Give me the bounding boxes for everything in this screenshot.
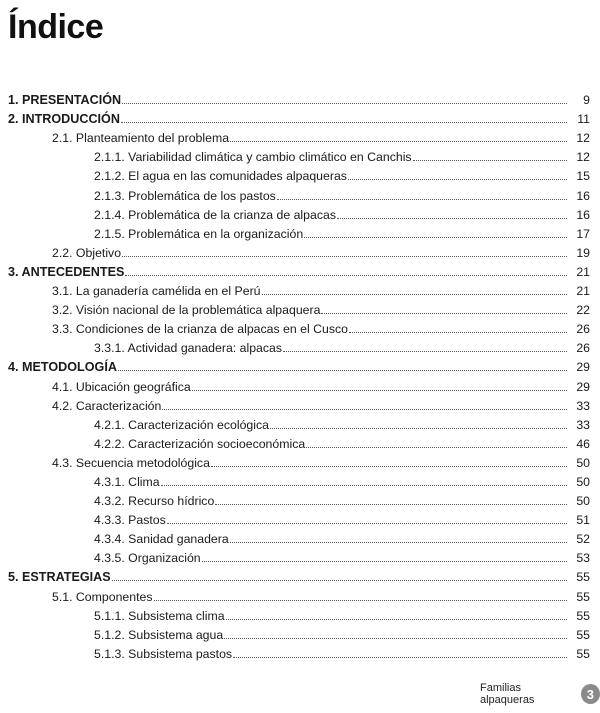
dot-leader (283, 351, 567, 352)
toc-entry[interactable] (0, 88, 600, 107)
toc-entry[interactable] (0, 164, 600, 183)
toc-entry-page: 50 (576, 455, 590, 470)
toc-entry-page: 51 (576, 513, 590, 528)
dot-leader (122, 256, 567, 257)
toc-entry[interactable] (0, 432, 600, 451)
toc-entry-page: 22 (576, 303, 590, 318)
toc-entry[interactable] (0, 527, 600, 546)
dot-leader (262, 294, 567, 295)
dot-leader (167, 523, 567, 524)
toc-entry[interactable] (0, 584, 600, 603)
dot-leader (270, 428, 567, 429)
dot-leader (233, 657, 567, 658)
dot-leader (121, 122, 567, 123)
toc-entry-label: 1. PRESENTACIÓN (8, 93, 122, 108)
toc-entry-label: 3. ANTECEDENTES (8, 264, 125, 279)
toc-entry-label: 3.3.1. Actividad ganadera: alpacas (94, 341, 283, 356)
toc-entry-page: 29 (576, 379, 590, 394)
toc-entry-label: 4.3. Secuencia metodológica (52, 455, 210, 470)
toc-entry[interactable] (0, 623, 600, 642)
toc-entry-page: 16 (576, 207, 590, 222)
toc-entry[interactable] (0, 260, 600, 279)
toc-entry-label: 4.3.5. Organización (94, 551, 201, 566)
toc-entry-page: 29 (576, 360, 590, 375)
toc-entry-page: 16 (576, 188, 590, 203)
toc-entry-page: 21 (576, 264, 590, 279)
toc-entry[interactable] (0, 241, 600, 260)
toc-entry-label: 3.2. Visión nacional de la problemática alpaquera (52, 303, 321, 318)
toc-entry[interactable] (0, 222, 600, 241)
toc-entry-label: 2.1.3. Problemática de los pastos (94, 188, 276, 203)
toc-entry-page: 26 (576, 341, 590, 356)
page-title: Índice (8, 8, 104, 46)
toc-entry[interactable] (0, 298, 600, 317)
dot-leader (192, 390, 567, 391)
toc-entry-label: 4.2.1. Caracterización ecológica (94, 417, 269, 432)
toc-entry-label: 2.1.4. Problemática de la crianza de alpacas (94, 207, 336, 222)
toc-entry-page: 15 (576, 169, 590, 184)
toc-entry-page: 52 (576, 532, 590, 547)
toc-entry-label: 4.3.3. Pastos (94, 513, 166, 528)
toc-entry-page: 46 (576, 436, 590, 451)
toc-entry[interactable] (0, 145, 600, 164)
toc-entry-label: 2.2. Objetivo (52, 245, 122, 260)
toc-entry[interactable] (0, 374, 600, 393)
toc-entry[interactable] (0, 203, 600, 222)
dot-leader (215, 504, 567, 505)
toc-entry-page: 55 (576, 570, 590, 585)
toc-entry[interactable] (0, 470, 600, 489)
dot-leader (125, 275, 567, 276)
toc-entry-label: 4.3.2. Recurso hídrico (94, 494, 215, 509)
toc-entry-label: 4.3.4. Sanidad ganadera (94, 532, 229, 547)
toc-entry[interactable] (0, 355, 600, 374)
dot-leader (162, 409, 567, 410)
toc-entry-label: 3.1. La ganadería camélida en el Perú (52, 284, 261, 299)
toc-entry[interactable] (0, 642, 600, 661)
dot-leader (349, 332, 567, 333)
dot-leader (230, 141, 567, 142)
toc-entry-page: 55 (576, 589, 590, 604)
toc-entry-page: 17 (576, 226, 590, 241)
toc-entry[interactable] (0, 336, 600, 355)
toc-entry-label: 4.2.2. Caracterización socioeconómica (94, 436, 306, 451)
toc-entry[interactable] (0, 394, 600, 413)
table-of-contents (0, 88, 600, 661)
dot-leader (226, 619, 567, 620)
toc-entry-page: 50 (576, 494, 590, 509)
toc-entry-page: 12 (576, 131, 590, 146)
toc-entry[interactable] (0, 279, 600, 298)
toc-entry-page: 55 (576, 646, 590, 661)
footer-publication-title: Familias alpaqueras (480, 682, 535, 706)
dot-leader (304, 237, 567, 238)
dot-leader (202, 561, 567, 562)
dot-leader (112, 580, 567, 581)
toc-entry-page: 11 (577, 112, 590, 127)
toc-entry-label: 2.1.2. El agua en las comunidades alpaqueras (94, 169, 347, 184)
toc-entry[interactable] (0, 317, 600, 336)
toc-entry[interactable] (0, 508, 600, 527)
toc-entry-label: 4.2. Caracterización (52, 398, 162, 413)
toc-entry-page: 12 (576, 150, 590, 165)
toc-entry-page: 19 (576, 245, 590, 260)
dot-leader (348, 179, 567, 180)
dot-leader (277, 199, 567, 200)
toc-entry-page: 33 (576, 417, 590, 432)
dot-leader (230, 542, 567, 543)
page-footer (480, 682, 600, 706)
dot-leader (224, 638, 567, 639)
toc-entry-page: 55 (576, 627, 590, 642)
toc-entry-label: 5.1.1. Subsistema clima (94, 608, 225, 623)
toc-entry-label: 5. ESTRATEGIAS (8, 570, 111, 585)
page-number-badge: 3 (581, 684, 600, 704)
dot-leader (413, 160, 567, 161)
toc-entry-label: 5.1.3. Subsistema pastos (94, 646, 233, 661)
toc-entry[interactable] (0, 183, 600, 202)
toc-entry[interactable] (0, 451, 600, 470)
toc-entry-label: 4.3.1. Clima (94, 474, 160, 489)
dot-leader (118, 370, 567, 371)
toc-entry-label: 2. INTRODUCCIÓN (8, 112, 120, 127)
toc-entry-label: 2.1.1. Variabilidad climática y cambio climático en Canchis (94, 150, 412, 165)
toc-entry[interactable] (0, 546, 600, 565)
toc-entry[interactable] (0, 604, 600, 623)
dot-leader (122, 103, 567, 104)
toc-entry-label: 2.1.5. Problemática en la organización (94, 226, 304, 241)
toc-entry-page: 26 (576, 322, 590, 337)
dot-leader (337, 218, 567, 219)
toc-entry-label: 4.1. Ubicación geográfica (52, 379, 191, 394)
dot-leader (321, 313, 567, 314)
toc-entry[interactable] (0, 413, 600, 432)
toc-entry-label: 5.1.2. Subsistema agua (94, 627, 224, 642)
toc-entry-page: 53 (576, 551, 590, 566)
dot-leader (161, 485, 567, 486)
toc-entry[interactable] (0, 126, 600, 145)
toc-entry[interactable] (0, 565, 600, 584)
toc-entry-page: 33 (576, 398, 590, 413)
dot-leader (306, 447, 567, 448)
toc-entry-label: 5.1. Componentes (52, 589, 153, 604)
dot-leader (211, 466, 567, 467)
toc-entry-page: 55 (576, 608, 590, 623)
dot-leader (154, 600, 568, 601)
toc-entry-label: 3.3. Condiciones de la crianza de alpacas en el Cusco (52, 322, 348, 337)
toc-entry-page: 50 (576, 474, 590, 489)
toc-entry[interactable] (0, 489, 600, 508)
toc-entry-page: 9 (583, 93, 590, 108)
toc-entry-label: 4. METODOLOGÍA (8, 360, 117, 375)
toc-entry[interactable] (0, 107, 600, 126)
toc-entry-page: 21 (576, 284, 590, 299)
toc-entry-label: 2.1. Planteamiento del problema (52, 131, 230, 146)
